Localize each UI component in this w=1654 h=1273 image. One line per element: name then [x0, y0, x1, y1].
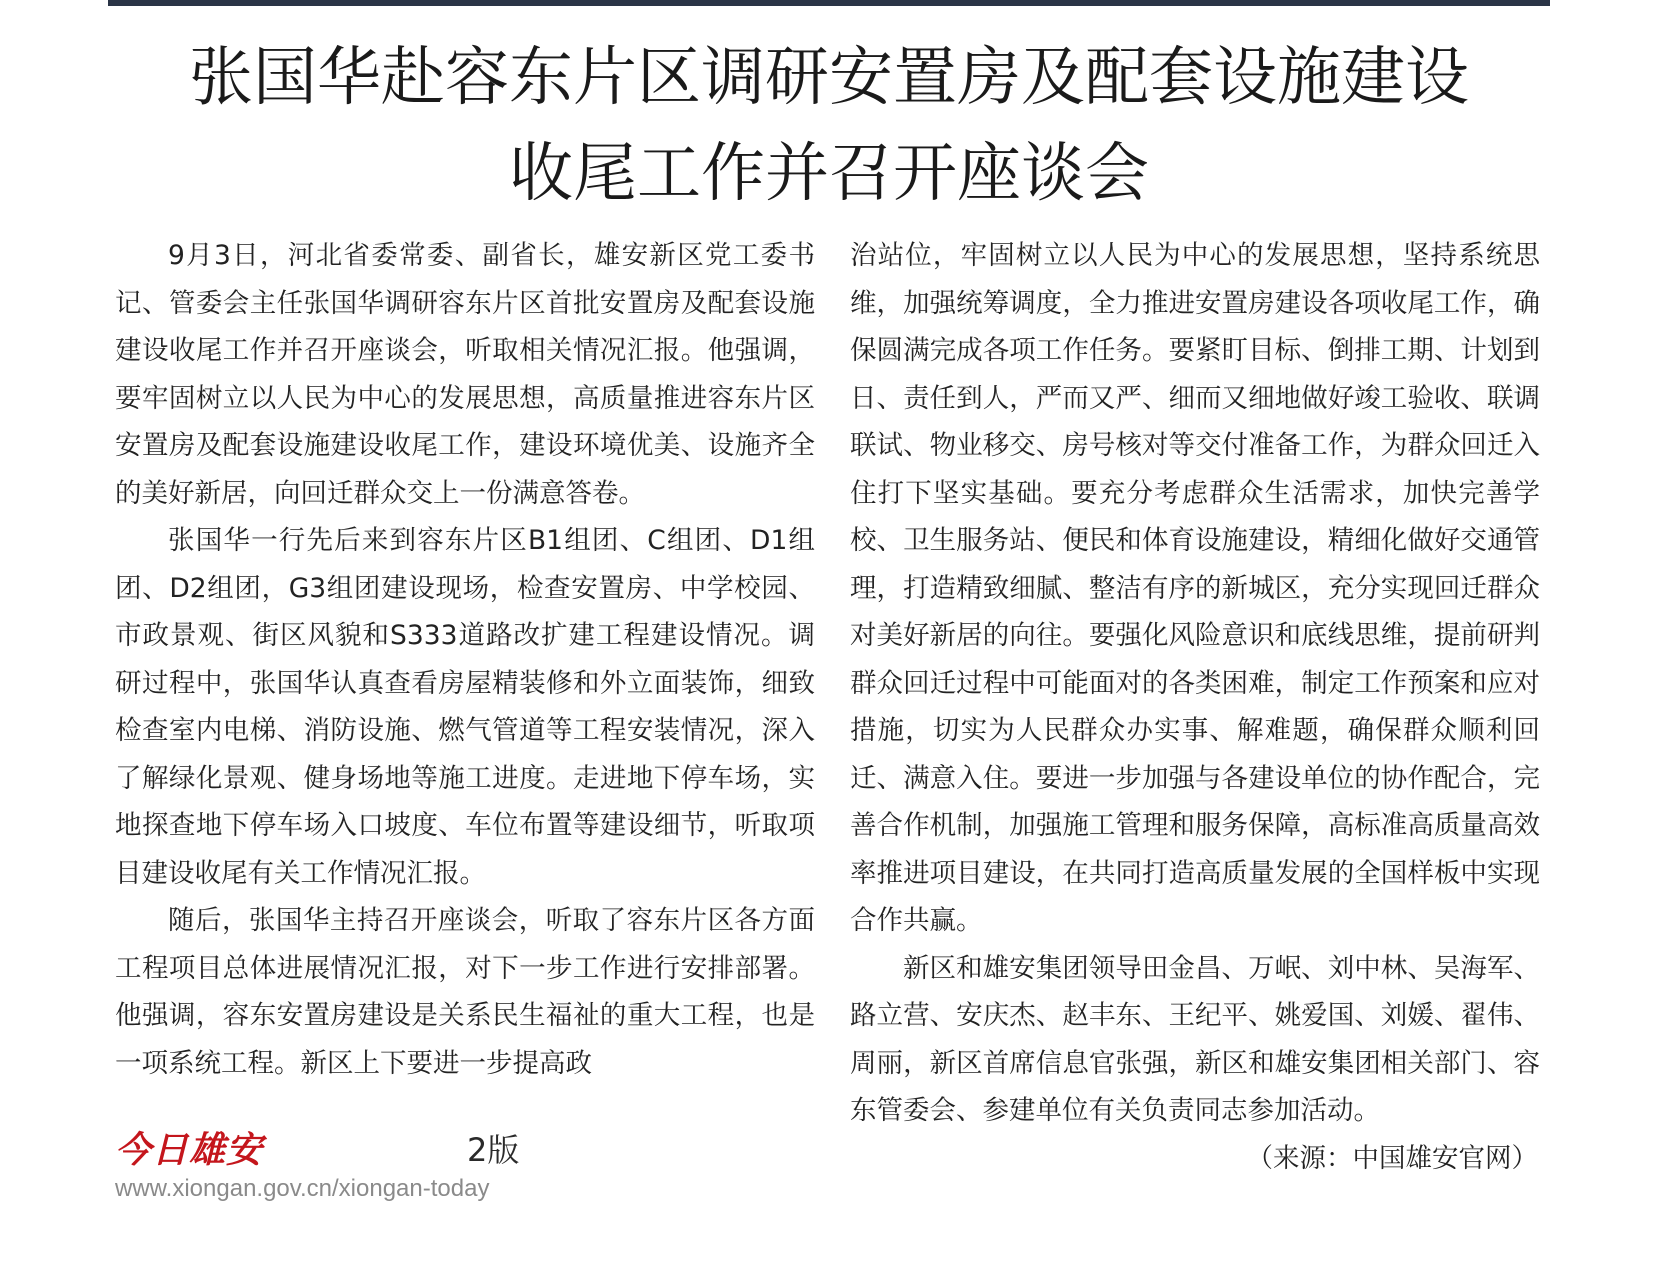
publication-url[interactable]: www.xiongan.gov.cn/xiongan-today	[115, 1175, 490, 1202]
article-paragraph-3: 随后，张国华主持召开座谈会，听取了容东片区各方面工程项目总体进展情况汇报，对下一步工作进行安排部署。他强调，容东安置房建设是关系民生福祉的重大工程，也是一项系统工程。新区上下要进一步提高政	[115, 905, 815, 1079]
headline-line-2: 收尾工作并召开座谈会	[509, 137, 1149, 211]
article-column-right	[850, 232, 1540, 1182]
article-source: （来源：中国雄安官网）	[1246, 1142, 1538, 1174]
publication-logo: 今日雄安	[115, 1129, 264, 1171]
headline-line-1: 张国华赴容东片区调研安置房及配套设施建设	[189, 41, 1469, 115]
article-paragraph-3-continued: 治站位，牢固树立以人民为中心的发展思想，坚持系统思维，加强统筹调度，全力推进安置房建设各项收尾工作，确保圆满完成各项工作任务。要紧盯目标、倒排工期、计划到日、责任到人，严而又严、细而又细地做好竣工验收、联调联试、物业移交、房号核对等交付准备工作，为群众回迁入住打下坚实基础。要充分考虑群众生活需求，加快完善学校、卫生服务站、便民和体育设施建设，精细化做好交通管理，打造精致细腻、整洁有序的新城区，充分实现回迁群众对美好新居的向往。要强化风险意识和底线思维，提前研判群众回迁过程中可能面对的各类困难，制定工作预案和应对措施，切实为人民群众办实事、解难题，确保群众顺利回迁、满意入住。要进一步加强与各建设单位的协作配合，完善合作机制，加强施工管理和服务保障，高标准高质量高效率推进项目建设，在共同打造高质量发展的全国样板中实现合作共赢。	[850, 240, 1540, 936]
article-paragraph-2: 张国华一行先后来到容东片区B1组团、C组团、D1组团、D2组团，G3组团建设现场，检查安置房、中学校园、市政景观、街区风貌和S333道路改扩建工程建设情况。调研过程中，张国华认真查看房屋精装修和外立面装饰，细致检查室内电梯、消防设施、燃气管道等工程安装情况，深入了解绿化景观、健身场地等施工进度。走进地下停车场，实地探查地下停车场入口坡度、车位布置等建设细节，听取项目建设收尾有关工作情况汇报。	[115, 525, 815, 889]
page-number: 2版	[467, 1131, 520, 1169]
headline	[108, 30, 1550, 222]
top-rule	[108, 0, 1550, 6]
article-paragraph-1: 9月3日，河北省委常委、副省长，雄安新区党工委书记、管委会主任张国华调研容东片区首批安置房及配套设施建设收尾工作并召开座谈会，听取相关情况汇报。他强调，要牢固树立以人民为中心的发展思想，高质量推进容东片区安置房及配套设施建设收尾工作，建设环境优美、设施齐全的美好新居，向回迁群众交上一份满意答卷。	[115, 240, 815, 509]
article-paragraph-4: 新区和雄安集团领导田金昌、万岷、刘中林、吴海军、路立营、安庆杰、赵丰东、王纪平、姚爱国、刘媛、翟伟、周丽，新区首席信息官张强，新区和雄安集团相关部门、容东管委会、参建单位有关负责同志参加活动。	[850, 952, 1540, 1126]
article-column-left	[115, 232, 815, 1087]
